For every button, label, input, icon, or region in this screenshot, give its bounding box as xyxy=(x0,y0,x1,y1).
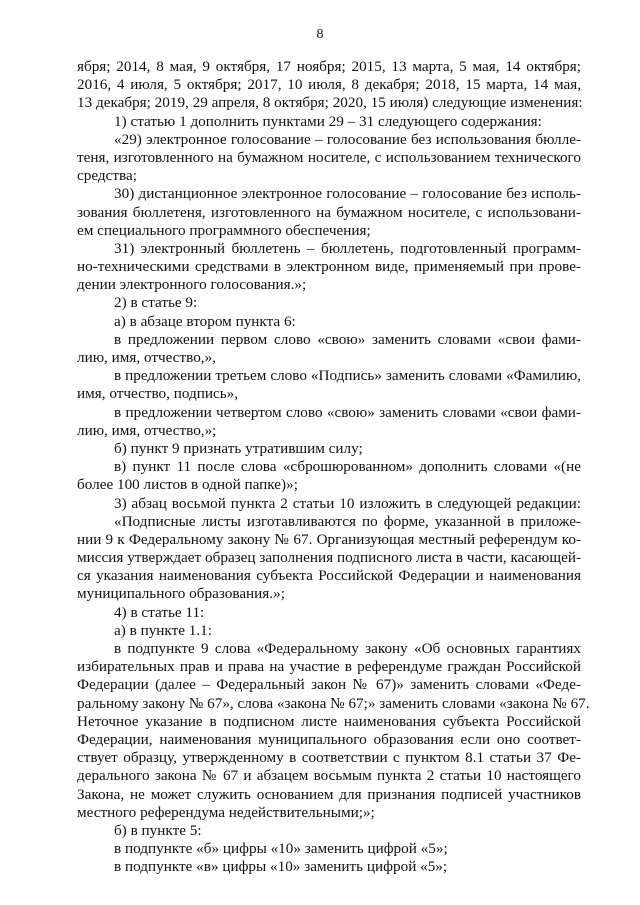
text-line: ствует образцу, утвержденному в соответствии с пунктом 8.1 статьи 37 Фе- xyxy=(77,749,581,767)
text-line: 2016, 4 июля, 5 октября; 2017, 10 июля, 8 декабря; 2018, 15 марта, 14 мая, xyxy=(77,76,581,94)
text-line: б) пункт 9 признать утратившим силу; xyxy=(114,439,363,457)
text-line: Федерации, наименования муниципального образования если оно соответ- xyxy=(77,730,581,748)
text-line: лию, имя, отчество,»; xyxy=(77,421,217,439)
text-line: ября; 2014, 8 мая, 9 октября, 17 ноября; 2015, 13 марта, 5 мая, 14 октября; xyxy=(77,58,581,75)
text-line: б) в пункте 5: xyxy=(114,821,202,839)
text-line: Закона, не может служить основанием для признания подписей участников xyxy=(77,785,581,803)
text-line: более 100 листов в одной папке)»; xyxy=(77,476,298,494)
text-line: 2) в статье 9: xyxy=(114,294,198,312)
text-line: муниципального образования.»; xyxy=(77,585,285,603)
text-line: 4) в статье 11: xyxy=(114,603,205,621)
text-line: ем специального программного обеспечения; xyxy=(77,221,371,239)
text-line: избирательных прав и права на участие в референдуме граждан Российской xyxy=(77,658,581,676)
text-line: Неточное указание в подписном листе наименования субъекта Российской xyxy=(77,712,581,730)
text-line: 31) электронный бюллетень – бюллетень, подготовленный программ- xyxy=(114,239,581,257)
text-line: в подпункте 9 слова «Федеральному закону «Об основных гарантиях xyxy=(114,640,581,657)
text-line: 30) дистанционное электронное голосование – голосование без исполь- xyxy=(114,185,581,203)
text-line: но-техническими средствами в электронном виде, применяемый при прове- xyxy=(77,258,581,276)
text-line: дерального закона № 67 и абзацем восьмым пункта 2 статьи 10 настоящего xyxy=(77,767,581,785)
text-line: дении электронного голосования.»; xyxy=(77,276,307,294)
text-line: а) в абзаце втором пункта 6: xyxy=(114,312,296,330)
text-line: а) в пункте 1.1: xyxy=(114,621,212,639)
text-line: теня, изготовленного на бумажном носителе, с использованием технического xyxy=(77,148,581,166)
text-line: в предложении третьем слово «Подпись» заменить словами «Фамилию, xyxy=(114,367,581,385)
text-line: ся указания наименования субъекта Российской Федерации и наименования xyxy=(77,567,581,585)
text-line: нии 9 к Федеральному закону № 67. Организующая местный референдум ко- xyxy=(77,530,581,548)
text-line: 3) абзац восьмой пункта 2 статьи 10 изложить в следующей редакции: xyxy=(114,494,581,512)
text-line: ральному закону № 67», слова «закона № 67;» заменить словами «закона № 67. xyxy=(77,694,590,712)
text-line: имя, отчество, подпись», xyxy=(77,385,239,403)
text-line: «Подписные листы изготавливаются по форме, указанной в приложе- xyxy=(114,512,581,530)
text-line: миссия утверждает образец заполнения подписного листа в части, касающей- xyxy=(77,549,581,567)
text-line: в предложении четвертом слово «свою» заменить словами «свои фами- xyxy=(114,403,581,421)
document-body xyxy=(77,58,590,876)
text-line: зования бюллетеня, изготовленного на бумажном носителе, с использовани- xyxy=(77,203,581,221)
text-line: в предложении первом слово «свою» заменить словами «свои фами- xyxy=(114,330,581,348)
text-line: 13 декабря; 2019, 29 апреля, 8 октября; 2020, 15 июля) следующие изменения: xyxy=(77,94,583,112)
text-line: в подпункте «в» цифры «10» заменить цифрой «5»; xyxy=(114,858,448,876)
text-line: «29) электронное голосование – голосование без использования бюлле- xyxy=(114,130,581,148)
text-line: в) пункт 11 после слова «сброшюрованном» дополнить словами «(не xyxy=(114,458,581,476)
text-line: в подпункте «б» цифры «10» заменить цифрой «5»; xyxy=(114,840,448,858)
text-line: местного референдума недействительными;»; xyxy=(77,803,375,821)
text-line: Федерации (далее – Федеральный закон № 67)» заменить словами «Феде- xyxy=(77,676,581,694)
page-number: 8 xyxy=(316,27,324,42)
text-line: лию, имя, отчество,», xyxy=(77,349,216,366)
text-line: 1) статью 1 дополнить пунктами 29 – 31 следующего содержания: xyxy=(114,112,542,130)
text-line: средства; xyxy=(77,167,137,185)
